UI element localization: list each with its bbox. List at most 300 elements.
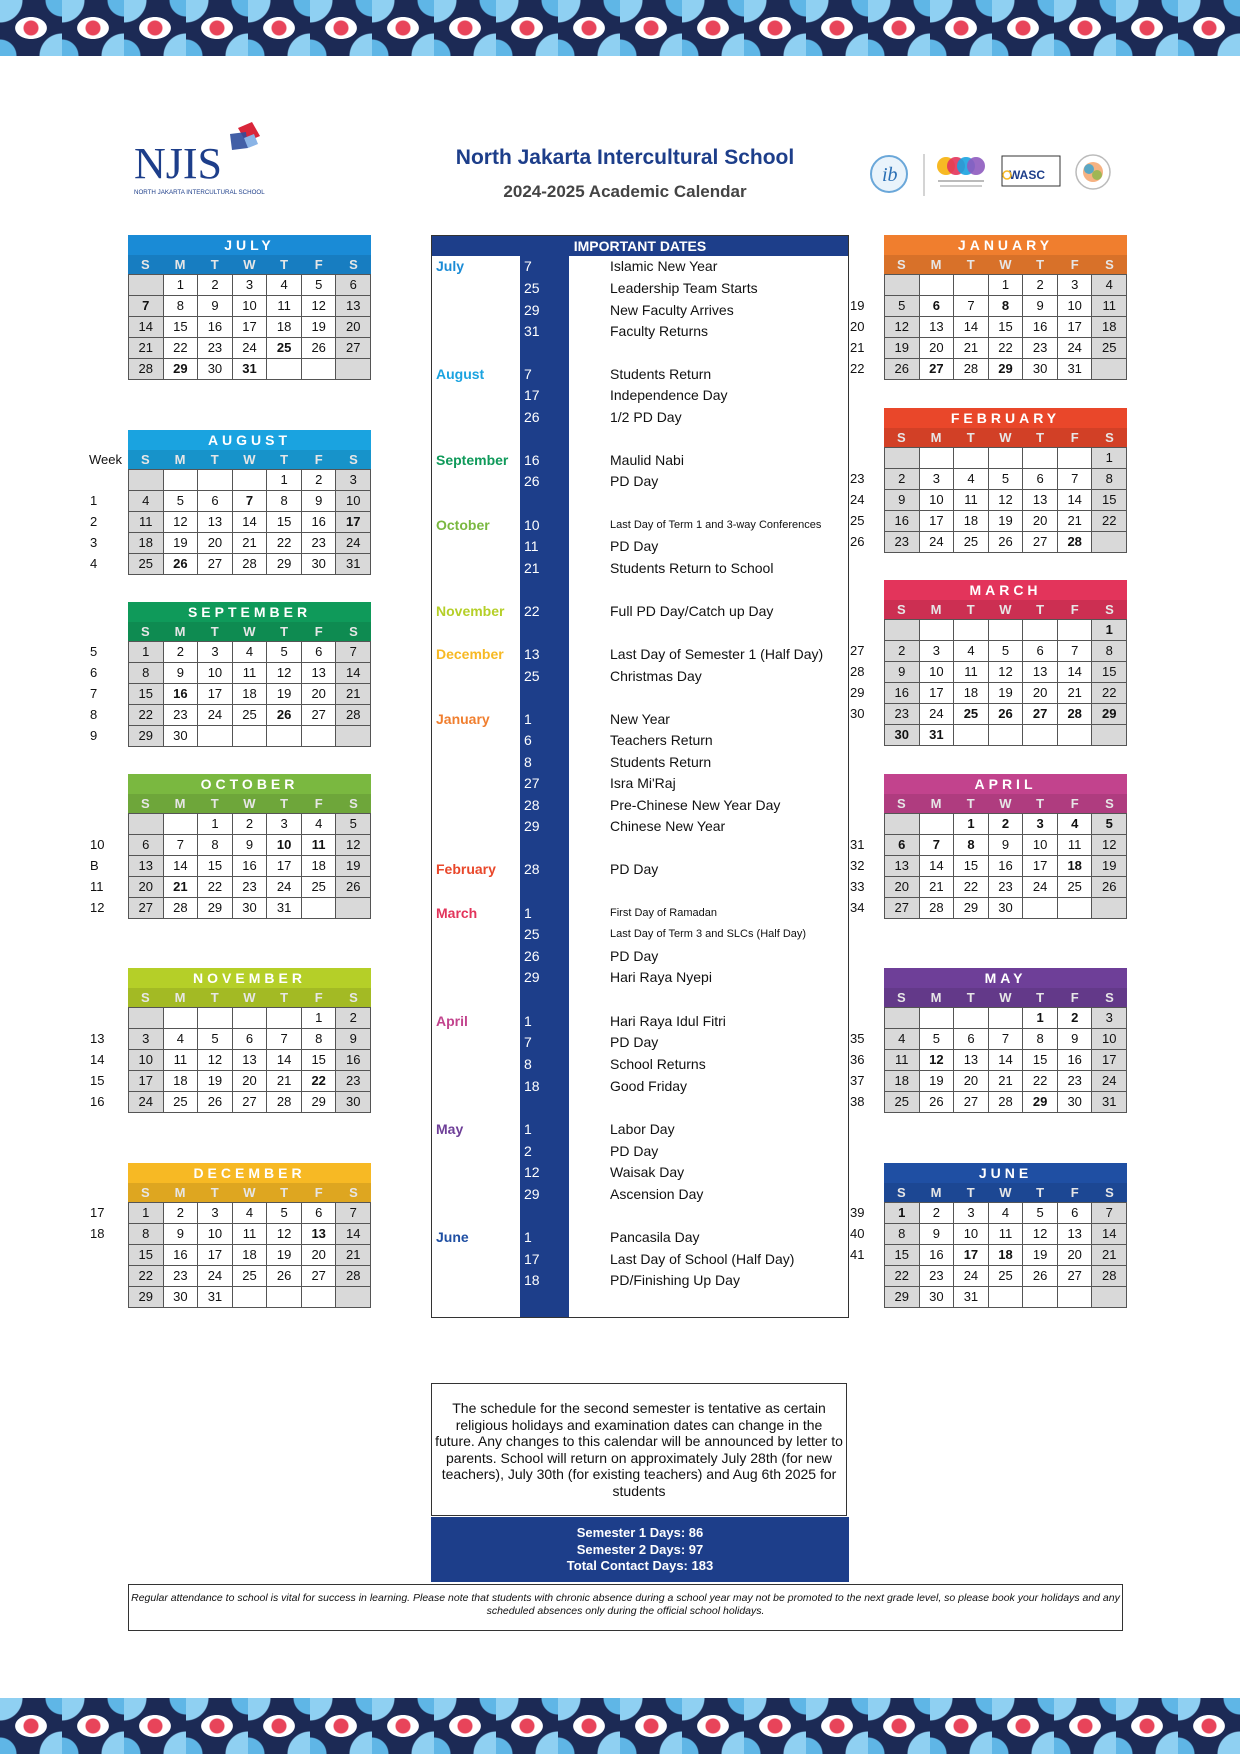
day-cell: 5 — [267, 642, 302, 663]
week-row — [885, 814, 1127, 835]
day-cell — [1023, 725, 1058, 746]
weekday-header — [884, 255, 1127, 274]
week-row — [885, 898, 1127, 919]
important-date-day: 28 — [524, 861, 540, 877]
day-cell: 12 — [336, 835, 371, 856]
week-row — [129, 705, 371, 726]
day-cell: 9 — [989, 835, 1024, 856]
important-date-event: Waisak Day — [610, 1164, 685, 1180]
day-cell: 27 — [1023, 704, 1058, 725]
week-row — [885, 275, 1127, 296]
weekday-label: M — [174, 990, 186, 1005]
important-date-day: 26 — [524, 409, 540, 425]
day-cell: 11 — [302, 835, 337, 856]
week-row — [129, 512, 371, 533]
day-cell: 8 — [267, 491, 302, 512]
day-cell: 26 — [989, 704, 1024, 725]
day-cell: 20 — [129, 877, 164, 898]
week-row — [885, 1203, 1127, 1224]
day-cell: 22 — [198, 877, 233, 898]
day-cell: 26 — [267, 1266, 302, 1287]
week-number: 26 — [850, 534, 865, 549]
day-cell: 25 — [267, 338, 302, 359]
day-cell: 27 — [336, 338, 371, 359]
weekday-label: F — [1070, 990, 1079, 1005]
important-date-month: January — [436, 711, 490, 727]
day-cell: 23 — [989, 877, 1024, 898]
day-cell — [1023, 1287, 1058, 1308]
day-cell: 2 — [198, 275, 233, 296]
week-row — [129, 1029, 371, 1050]
day-cell: 23 — [164, 1266, 199, 1287]
weekday-label: T — [210, 624, 219, 639]
day-cell: 24 — [1023, 877, 1058, 898]
day-cell: 26 — [198, 1092, 233, 1113]
day-cell: 15 — [129, 684, 164, 705]
important-date-event: PD Day — [610, 473, 659, 489]
weekday-label: S — [349, 990, 358, 1005]
day-cell: 14 — [267, 1050, 302, 1071]
weekday-label: S — [141, 796, 150, 811]
day-cell: 6 — [198, 491, 233, 512]
day-cell: 12 — [1092, 835, 1127, 856]
important-date-item — [432, 1034, 848, 1054]
cis-logo-icon — [1076, 155, 1110, 189]
important-date-event: Students Return — [610, 754, 712, 770]
day-cell: 10 — [267, 835, 302, 856]
important-date-item — [432, 1272, 848, 1292]
important-date-item — [432, 1143, 848, 1163]
day-cell: 25 — [1092, 338, 1127, 359]
important-date-day: 16 — [524, 452, 540, 468]
day-grid — [128, 813, 371, 919]
day-cell: 31 — [336, 554, 371, 575]
day-cell: 1 — [954, 814, 989, 835]
day-cell: 30 — [164, 1287, 199, 1308]
important-date-item — [432, 409, 848, 429]
day-cell: 17 — [920, 511, 955, 532]
week-row — [129, 663, 371, 684]
important-date-event: PD/Finishing Up Day — [610, 1272, 740, 1288]
weekday-label: T — [1036, 990, 1045, 1005]
day-cell: 30 — [302, 554, 337, 575]
important-date-item — [432, 517, 848, 537]
day-cell: 26 — [336, 877, 371, 898]
week-row — [885, 662, 1127, 683]
week-row — [885, 1266, 1127, 1287]
weekday-label: W — [999, 990, 1012, 1005]
day-cell: 17 — [336, 512, 371, 533]
day-cell: 22 — [129, 705, 164, 726]
day-cell — [233, 1008, 268, 1029]
day-cell — [198, 1008, 233, 1029]
day-cell: 29 — [164, 359, 199, 380]
weekday-label: T — [210, 990, 219, 1005]
week-row — [885, 490, 1127, 511]
day-cell: 12 — [267, 1224, 302, 1245]
day-cell: 6 — [954, 1029, 989, 1050]
day-cell: 4 — [164, 1029, 199, 1050]
day-cell: 17 — [1023, 856, 1058, 877]
week-row — [129, 726, 371, 747]
weekday-label: T — [280, 257, 289, 272]
weekday-label: F — [314, 452, 323, 467]
day-cell: 17 — [198, 684, 233, 705]
important-date-item — [432, 775, 848, 795]
weekday-label: T — [966, 257, 975, 272]
week-number: 11 — [90, 879, 104, 894]
important-date-item — [432, 818, 848, 838]
important-date-event: 1/2 PD Day — [610, 409, 682, 425]
week-number: 17 — [90, 1205, 105, 1220]
week-number: 33 — [850, 879, 865, 894]
important-date-month: December — [436, 646, 504, 662]
day-cell: 4 — [129, 491, 164, 512]
day-cell: 27 — [920, 359, 955, 380]
day-cell: 19 — [302, 317, 337, 338]
weekday-label: T — [1036, 602, 1045, 617]
important-date-day: 7 — [524, 1034, 532, 1050]
day-cell: 4 — [233, 642, 268, 663]
day-cell: 2 — [1023, 275, 1058, 296]
weekday-label: T — [280, 1185, 289, 1200]
important-date-event: Islamic New Year — [610, 258, 718, 274]
important-date-day: 6 — [524, 732, 532, 748]
day-cell: 10 — [198, 663, 233, 684]
day-cell: 2 — [302, 470, 337, 491]
important-date-event: Last Day of School (Half Day) — [610, 1251, 795, 1267]
day-cell: 23 — [1023, 338, 1058, 359]
day-cell: 24 — [129, 1092, 164, 1113]
day-cell — [1058, 448, 1093, 469]
day-cell: 5 — [1092, 814, 1127, 835]
day-cell: 18 — [1058, 856, 1093, 877]
week-number: 23 — [850, 471, 865, 486]
day-cell: 22 — [1023, 1071, 1058, 1092]
weekday-label: T — [966, 430, 975, 445]
important-date-item — [432, 280, 848, 300]
weekday-label: W — [243, 1185, 256, 1200]
weekday-label: W — [243, 257, 256, 272]
day-cell: 3 — [920, 641, 955, 662]
day-cell: 2 — [164, 642, 199, 663]
day-cell — [954, 448, 989, 469]
weekday-label: F — [314, 624, 323, 639]
important-date-item — [432, 473, 848, 493]
day-cell — [885, 1008, 920, 1029]
bottom-batik-banner — [0, 1698, 1240, 1754]
day-grid — [884, 274, 1127, 380]
week-number: 40 — [850, 1226, 865, 1241]
day-cell: 18 — [302, 856, 337, 877]
day-cell: 30 — [233, 898, 268, 919]
day-cell: 22 — [1092, 511, 1127, 532]
day-cell: 1 — [302, 1008, 337, 1029]
day-cell: 31 — [267, 898, 302, 919]
day-cell: 1 — [989, 275, 1024, 296]
day-grid — [884, 813, 1127, 919]
day-cell: 19 — [198, 1071, 233, 1092]
day-cell: 18 — [267, 317, 302, 338]
day-cell: 17 — [198, 1245, 233, 1266]
day-cell: 22 — [954, 877, 989, 898]
weekday-label: M — [174, 1185, 186, 1200]
month-calendar-june — [884, 1163, 1127, 1308]
day-cell — [129, 814, 164, 835]
week-number: 7 — [90, 686, 98, 701]
week-number: 34 — [850, 900, 865, 915]
week-row — [129, 898, 371, 919]
day-cell: 9 — [198, 296, 233, 317]
day-cell: 17 — [1092, 1050, 1127, 1071]
day-cell — [302, 898, 337, 919]
weekday-label: T — [280, 796, 289, 811]
important-date-item — [432, 926, 848, 946]
week-number: 2 — [90, 514, 98, 529]
week-row — [885, 469, 1127, 490]
day-cell: 21 — [164, 877, 199, 898]
day-cell: 6 — [336, 275, 371, 296]
day-cell: 16 — [989, 856, 1024, 877]
day-cell: 30 — [164, 726, 199, 747]
day-cell: 13 — [198, 512, 233, 533]
week-number: 12 — [90, 900, 105, 915]
day-cell: 12 — [164, 512, 199, 533]
month-calendar-march — [884, 580, 1127, 746]
day-cell: 13 — [233, 1050, 268, 1071]
week-row — [129, 1224, 371, 1245]
weekday-label: S — [1105, 1185, 1114, 1200]
weekday-label: T — [1036, 257, 1045, 272]
month-calendar-january — [884, 235, 1127, 380]
day-cell — [1023, 898, 1058, 919]
day-cell: 25 — [989, 1266, 1024, 1287]
day-cell: 14 — [954, 317, 989, 338]
day-cell: 16 — [233, 856, 268, 877]
important-date-day: 29 — [524, 818, 540, 834]
weekday-header — [128, 794, 371, 813]
day-cell: 26 — [920, 1092, 955, 1113]
weekday-label: T — [1036, 430, 1045, 445]
important-date-item — [432, 1056, 848, 1076]
day-cell: 3 — [1058, 275, 1093, 296]
day-cell: 4 — [302, 814, 337, 835]
day-cell: 22 — [1092, 683, 1127, 704]
day-grid — [128, 1202, 371, 1308]
day-cell: 29 — [267, 554, 302, 575]
weekday-label: M — [174, 452, 186, 467]
week-number: B — [90, 858, 99, 873]
important-date-day: 17 — [524, 387, 540, 403]
day-grid — [884, 1007, 1127, 1113]
day-cell: 6 — [920, 296, 955, 317]
day-cell: 21 — [1058, 683, 1093, 704]
day-cell: 19 — [164, 533, 199, 554]
important-date-month: August — [436, 366, 485, 382]
important-date-event: Isra Mi'Raj — [610, 775, 676, 791]
day-cell: 12 — [1023, 1224, 1058, 1245]
day-cell: 31 — [920, 725, 955, 746]
day-grid — [884, 447, 1127, 553]
weekday-label: F — [1070, 430, 1079, 445]
day-cell: 10 — [198, 1224, 233, 1245]
day-cell: 5 — [920, 1029, 955, 1050]
important-date-day: 1 — [524, 1013, 532, 1029]
important-date-item — [432, 1186, 848, 1206]
day-cell: 26 — [1092, 877, 1127, 898]
day-cell: 12 — [198, 1050, 233, 1071]
important-date-item — [432, 948, 848, 968]
day-cell: 9 — [233, 835, 268, 856]
important-date-item — [432, 1013, 848, 1033]
day-cell: 13 — [129, 856, 164, 877]
day-cell — [198, 726, 233, 747]
important-date-month: October — [436, 517, 490, 533]
important-date-day: 21 — [524, 560, 540, 576]
important-date-event: Last Day of Term 3 and SLCs (Half Day) — [610, 928, 807, 940]
day-cell: 23 — [336, 1071, 371, 1092]
day-cell: 8 — [129, 663, 164, 684]
day-cell: 24 — [198, 1266, 233, 1287]
day-cell: 25 — [302, 877, 337, 898]
important-date-day: 8 — [524, 1056, 532, 1072]
day-cell: 19 — [885, 338, 920, 359]
day-cell: 14 — [1058, 662, 1093, 683]
month-calendar-february — [884, 408, 1127, 553]
weekday-header — [884, 428, 1127, 447]
day-cell: 2 — [989, 814, 1024, 835]
day-cell: 27 — [885, 898, 920, 919]
day-cell: 27 — [302, 705, 337, 726]
weekday-label: W — [999, 430, 1012, 445]
day-cell: 5 — [885, 296, 920, 317]
day-grid — [128, 274, 371, 380]
day-cell: 5 — [267, 1203, 302, 1224]
day-cell: 22 — [885, 1266, 920, 1287]
day-cell — [233, 470, 268, 491]
weekday-label: T — [280, 990, 289, 1005]
day-cell: 9 — [1023, 296, 1058, 317]
day-cell: 12 — [989, 490, 1024, 511]
day-cell: 21 — [989, 1071, 1024, 1092]
day-cell: 28 — [233, 554, 268, 575]
important-date-item — [432, 387, 848, 407]
weekday-header — [884, 794, 1127, 813]
day-cell: 29 — [129, 726, 164, 747]
day-cell: 11 — [954, 662, 989, 683]
weekday-label: T — [966, 602, 975, 617]
day-cell: 7 — [267, 1029, 302, 1050]
day-cell — [1092, 359, 1127, 380]
day-cell: 19 — [1092, 856, 1127, 877]
day-cell: 10 — [336, 491, 371, 512]
important-date-event: PD Day — [610, 861, 659, 877]
day-cell: 25 — [954, 532, 989, 553]
weekday-label: T — [210, 452, 219, 467]
important-date-day: 10 — [524, 517, 540, 533]
tentative-schedule-note — [431, 1383, 847, 1516]
day-cell: 1 — [885, 1203, 920, 1224]
day-cell: 29 — [989, 359, 1024, 380]
school-name: North Jakarta Intercultural School — [455, 146, 795, 169]
week-number: 32 — [850, 858, 865, 873]
week-row — [885, 338, 1127, 359]
day-cell — [302, 359, 337, 380]
important-date-month: March — [436, 905, 478, 921]
weekday-label: W — [243, 990, 256, 1005]
week-row — [885, 620, 1127, 641]
weekday-label: S — [141, 624, 150, 639]
weekday-label: M — [174, 796, 186, 811]
important-date-item — [432, 1251, 848, 1271]
day-cell — [885, 620, 920, 641]
day-cell: 14 — [336, 1224, 371, 1245]
week-row — [129, 470, 371, 491]
day-cell: 15 — [954, 856, 989, 877]
day-cell: 16 — [885, 511, 920, 532]
day-cell: 28 — [336, 1266, 371, 1287]
month-name: MAY — [884, 968, 1127, 988]
day-cell: 10 — [920, 490, 955, 511]
day-cell — [336, 898, 371, 919]
day-cell: 27 — [129, 898, 164, 919]
day-cell: 3 — [198, 1203, 233, 1224]
week-row — [885, 1287, 1127, 1308]
day-cell: 28 — [1058, 532, 1093, 553]
day-cell: 19 — [989, 683, 1024, 704]
month-name: FEBRUARY — [884, 408, 1127, 428]
weekday-label: S — [897, 1185, 906, 1200]
day-cell: 8 — [302, 1029, 337, 1050]
important-date-item — [432, 302, 848, 322]
important-date-item — [432, 538, 848, 558]
week-number: 15 — [90, 1073, 105, 1088]
important-date-event: Christmas Day — [610, 668, 702, 684]
logo-text: NJIS — [134, 139, 223, 188]
day-cell: 8 — [1092, 641, 1127, 662]
day-cell: 3 — [1023, 814, 1058, 835]
important-date-event: Good Friday — [610, 1078, 688, 1094]
day-cell: 23 — [885, 532, 920, 553]
weekday-label: F — [1070, 1185, 1079, 1200]
weekday-header — [884, 1183, 1127, 1202]
day-cell: 1 — [1092, 448, 1127, 469]
day-cell: 19 — [1023, 1245, 1058, 1266]
day-cell: 22 — [164, 338, 199, 359]
day-cell: 25 — [954, 704, 989, 725]
day-cell: 28 — [1058, 704, 1093, 725]
important-date-event: PD Day — [610, 538, 659, 554]
weekday-label: M — [930, 430, 942, 445]
day-cell — [233, 1287, 268, 1308]
weekday-label: T — [280, 624, 289, 639]
day-cell: 21 — [920, 877, 955, 898]
month-name: JULY — [128, 235, 371, 255]
week-row — [885, 704, 1127, 725]
day-cell: 4 — [954, 469, 989, 490]
week-number: 41 — [850, 1247, 865, 1262]
day-cell: 18 — [954, 683, 989, 704]
month-calendar-november — [128, 968, 371, 1113]
day-cell: 11 — [885, 1050, 920, 1071]
day-cell: 16 — [336, 1050, 371, 1071]
weekday-label: F — [1070, 257, 1079, 272]
important-date-item — [432, 1121, 848, 1141]
day-cell — [1058, 620, 1093, 641]
week-number: 16 — [90, 1094, 105, 1109]
day-cell: 29 — [954, 898, 989, 919]
day-cell: 11 — [233, 1224, 268, 1245]
